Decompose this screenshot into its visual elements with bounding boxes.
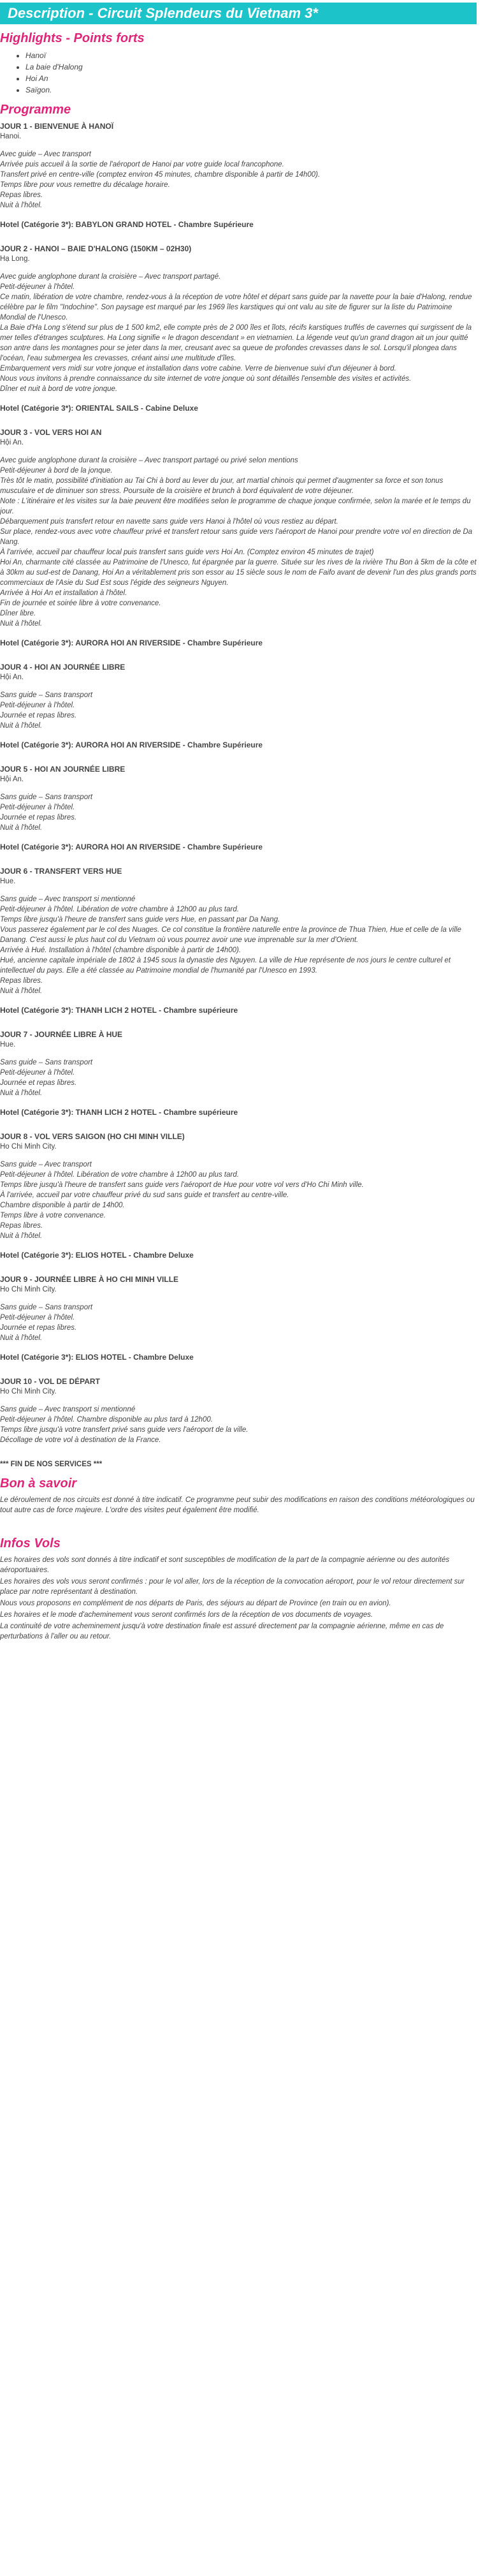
page-title: Description - Circuit Splendeurs du Vietnam 3* xyxy=(8,5,318,21)
day-block xyxy=(0,764,477,852)
infos-vols-heading: Infos Vols xyxy=(0,1536,61,1550)
highlight-item: • Saïgon. xyxy=(25,84,477,96)
day-description: Avec guide – Avec transport Arrivée puis accueil à la sortie de l'aéroport de Hanoi par votre guide local francophone. Transfert privé en centre-ville (comptez environ 45 minutes, chambre disponible à partir de 14h00). Temps libre pour vous remettre du décalage horaire. Repas libres. Nuit à l'hôtel. xyxy=(0,151,321,209)
day-title: JOUR 2 - HANOI – BAIE D'HALONG (150KM – 02H30) xyxy=(0,244,192,253)
day-place: Ho Chi Minh City. xyxy=(0,1286,57,1293)
day-title: JOUR 9 - JOURNÉE LIBRE À HO CHI MINH VILLE xyxy=(0,1275,179,1284)
highlight-item: • Hoi An xyxy=(25,73,477,84)
day-title: JOUR 3 - VOL VERS HOI AN xyxy=(0,428,102,437)
day-block xyxy=(0,662,477,750)
title-bar xyxy=(0,3,477,24)
programme-heading: Programme xyxy=(0,103,71,117)
infos-vols-paragraph: Les horaires et le mode d'acheminement vous seront confirmés lors de la réception de vos documents de voyages. xyxy=(0,1611,373,1619)
highlight-item: • La baie d'Halong xyxy=(25,61,477,73)
infos-vols-paragraph: Les horaires des vols sont donnés à titre indicatif et sont susceptibles de modification de la part de la compagnie aérienne ou des autorités aéroportuaires. xyxy=(0,1556,450,1574)
day-description: Sans guide – Avec transport si mentionné Petit-déjeuner à l'hôtel. Libération de votre chambre à 12h00 au plus tard. Temps libre jusqu'à l'heure de transfert sans guide vers Hue, en passant par Da Nang. Vous passerez également par le col des Nuages. Ce col constitue la frontière naturelle entre la province de Thua Thien, Hue et celle de la ville Danang. C'est aussi le plus haut col du Vietnam où vous pourrez avoir une vue imprenable sur la mer d'Orient. Arrivée à Hué. Installation à l'hôtel (chambre disponible à partir de 14h00). Hué, ancienne capitale impériale de 1802 à 1945 sous la dynastie des Nguyen. La ville de Hue représente de nos jours le centre culturel et intellectuel du pays. Elle a été classée au Patrimoine mondial de l'humanité par l'Unesco en 1993. Repas libres. Nuit à l'hôtel. xyxy=(0,895,461,995)
day-place: Ho Chi Minh City. xyxy=(0,1143,57,1151)
day-title: JOUR 8 - VOL VERS SAIGON (HO CHI MINH VILLE) xyxy=(0,1132,185,1141)
day-title: JOUR 10 - VOL DE DÉPART xyxy=(0,1377,100,1386)
day-title: JOUR 1 - BIENVENUE À HANOÏ xyxy=(0,122,114,131)
day-description: Sans guide – Sans transport Petit-déjeuner à l'hôtel. Journée et repas libres. Nuit à l'hôtel. xyxy=(0,1059,93,1097)
day-block xyxy=(0,1029,477,1117)
day-block xyxy=(0,866,477,1015)
day-hotel: Hotel (Catégorie 3*): AURORA HOI AN RIVERSIDE - Chambre Supérieure xyxy=(0,638,263,647)
highlight-item: • Hanoï xyxy=(25,50,477,61)
day-description: Avec guide anglophone durant la croisière – Avec transport partagé. Petit-déjeuner à l'hôtel. Ce matin, libération de votre chambre, rendez-vous à la réception de votre hôtel et départ sans guide par la navette pour la baie d'Halong, rendue célèbre par le film "Indochine". Son paysage est marqué par les 1969 îles karstiques qui ont valu au site de figurer sur la liste du Patrimoine Mondial de l'Unesco. La Baie d'Ha Long s'étend sur plus de 1 500 km2, elle compte près de 2 000 îles et îlots, récifs karstiques truffés de cavernes qui surgissent de la mer telles d'étranges sculptures. Ha Long signifie « le dragon descendant » en vietnamien. La légende veut qu'un grand dragon ait un jour quitté son antre dans les montagnes pour se jeter dans la mer, creusant avec sa queue de profondes crevasses dans le sol. Lorsqu'il plongea dans l'océan, l'eau submergea les crevasses, créant ainsi une multitude d'îles. Embarquement vers midi sur votre jonque et installation dans votre cabine. Verre de bienvenue suivi d'un déjeuner à bord. Nous vous invitons à prendre connaissance du site internet de votre jonque où sont détaillés l'ensemble des visites et activités. Dîner et nuit à bord de votre jonque. xyxy=(0,273,472,393)
day-description: Sans guide – Sans transport Petit-déjeuner à l'hôtel. Journée et repas libres. Nuit à l'hôtel. xyxy=(0,1304,93,1342)
day-hotel: Hotel (Catégorie 3*): THANH LICH 2 HOTEL - Chambre supérieure xyxy=(0,1108,238,1117)
day-description: Sans guide – Sans transport Petit-déjeuner à l'hôtel. Journée et repas libres. Nuit à l'hôtel. xyxy=(0,793,93,832)
highlights-list xyxy=(0,50,477,96)
day-hotel: Hotel (Catégorie 3*): BABYLON GRAND HOTEL - Chambre Supérieure xyxy=(0,220,254,229)
infos-vols-paragraph: Nous vous proposons en complément de nos départs de Paris, des séjours au départ de Province (en train ou en avion). xyxy=(0,1600,391,1607)
day-title: JOUR 4 - HOI AN JOURNÉE LIBRE xyxy=(0,663,126,672)
day-place: Hue. xyxy=(0,1041,16,1049)
day-block xyxy=(0,427,477,648)
bon-a-savoir-heading: Bon à savoir xyxy=(0,1476,77,1490)
day-description: Avec guide anglophone durant la croisière – Avec transport partagé ou privé selon mentions Petit-déjeuner à bord de la jonque. Très tôt le matin, possibilité d'initiation au Tai Chi à bord au lever du jour, art martial chinois qui permet d'augmenter sa force et son tonus musculaire et de diminuer son stress. Poursuite de la croisière et brunch à bord équivalent de votre déjeuner. Note : L'itinéraire et les visites sur la baie peuvent être modifiées selon le programme de chaque jonque confirmée, selon la marée et le temps du jour. Débarquement puis transfert retour en navette sans guide vers Hanoi à l'hôtel où vous restiez au départ. Sur place, rendez-vous avec votre chauffeur privé et transfert retour sans guide vers l'aéroport de Hanoi pour prendre votre vol en direction de Da Nang. À l'arrivée, accueil par chauffeur local puis transfert sans guide vers Hoi An. (Comptez environ 45 minutes de trajet) Hoi An, charmante cité classée au Patrimoine de l'Unesco, fut épargnée par la guerre. Située sur les rives de la rivière Thu Bon à 5km de la côte et à 30km au sud-est de Danang, Hoi An a véritablement pris son essor au 15 siècle sous le nom de Faifo avant de devenir l'un des plus grands ports commerciaux de l'Asie du Sud Est sous l'égide des seigneurs Nguyen. Arrivée à Hoi An et installation à l'hôtel. Fin de journée et soirée libre à votre convenance. Dîner libre. Nuit à l'hôtel. xyxy=(0,457,477,628)
day-place: Ho Chi Minh City. xyxy=(0,1388,57,1395)
day-block xyxy=(0,121,477,230)
day-title: JOUR 6 - TRANSFERT VERS HUE xyxy=(0,867,122,876)
day-place: Hội An. xyxy=(0,776,24,783)
bon-a-savoir-text: Le déroulement de nos circuits est donné à titre indicatif. Ce programme peut subir des modifications en raison des conditions météorologiques ou tout autre cas de force majeure. L'ordre des visites peut également être modifié. xyxy=(0,1496,475,1514)
day-description: Sans guide – Sans transport Petit-déjeuner à l'hôtel. Journée et repas libres. Nuit à l'hôtel. xyxy=(0,691,93,730)
day-hotel: Hotel (Catégorie 3*): ORIENTAL SAILS - Cabine Deluxe xyxy=(0,404,198,413)
day-place: Hanoi. xyxy=(0,133,22,140)
end-services: *** FIN DE NOS SERVICES *** xyxy=(0,1461,103,1468)
day-hotel: Hotel (Catégorie 3*): ELIOS HOTEL - Chambre Deluxe xyxy=(0,1353,194,1362)
day-description: Sans guide – Avec transport si mentionné Petit-déjeuner à l'hôtel. Chambre disponible au plus tard à 12h00. Temps libre jusqu'à votre transfert privé sans guide vers l'aéroport de la ville. Décollage de votre vol à destination de la France. xyxy=(0,1406,249,1444)
day-place: Hội An. xyxy=(0,439,24,446)
day-hotel: Hotel (Catégorie 3*): ELIOS HOTEL - Chambre Deluxe xyxy=(0,1251,194,1260)
day-block xyxy=(0,1376,477,1445)
day-title: JOUR 7 - JOURNÉE LIBRE À HUE xyxy=(0,1030,123,1039)
day-hotel: Hotel (Catégorie 3*): AURORA HOI AN RIVERSIDE - Chambre Supérieure xyxy=(0,843,263,851)
day-place: Hội An. xyxy=(0,673,24,681)
day-block xyxy=(0,1131,477,1260)
days-list xyxy=(0,121,477,1445)
day-place: Hue. xyxy=(0,878,16,885)
infos-vols-paragraph: La continuité de votre acheminement jusqu'à votre destination finale est assuré directement par la compagnie aérienne, même en cas de perturbations à l'aller ou au retour. xyxy=(0,1623,444,1640)
infos-vols-paragraph: Les horaires des vols vous seront confirmés : pour le vol aller, lors de la réception de la convocation aéroport, pour le vol retour directement sur place par notre représentant à destination. xyxy=(0,1578,465,1596)
highlights-heading: Highlights - Points forts xyxy=(0,31,145,45)
infos-vols-list xyxy=(0,1555,477,1642)
day-description: Sans guide – Avec transport Petit-déjeuner à l'hôtel. Libération de votre chambre à 12h00 au plus tard. Temps libre jusqu'à l'heure de transfert sans guide vers l'aéroport de Hue pour votre vol vers d'Ho Chi Minh ville. À l'arrivée, accueil par votre chauffeur privé du sud sans guide et transfert au centre-ville. Chambre disponible à partir de 14h00. Temps libre à votre convenance. Repas libres. Nuit à l'hôtel. xyxy=(0,1161,364,1240)
day-hotel: Hotel (Catégorie 3*): THANH LICH 2 HOTEL - Chambre supérieure xyxy=(0,1006,238,1015)
day-place: Hạ Long. xyxy=(0,255,30,263)
day-hotel: Hotel (Catégorie 3*): AURORA HOI AN RIVERSIDE - Chambre Supérieure xyxy=(0,740,263,749)
day-block xyxy=(0,1274,477,1362)
day-block xyxy=(0,244,477,413)
day-title: JOUR 5 - HOI AN JOURNÉE LIBRE xyxy=(0,765,126,774)
